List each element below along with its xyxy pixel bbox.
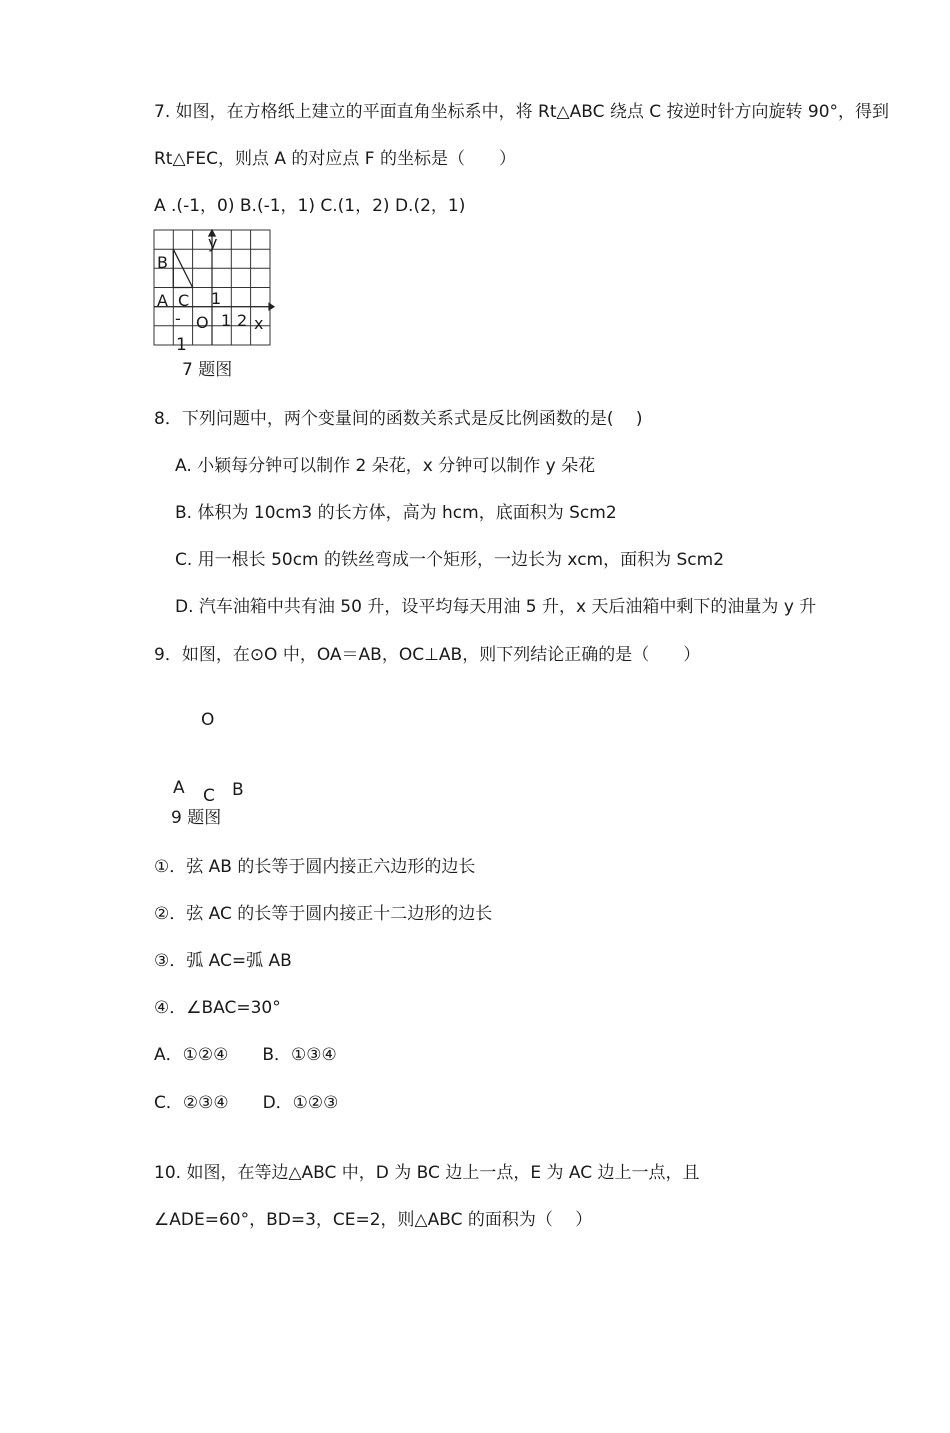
q9-label-B: B: [232, 780, 244, 800]
q8-option-c: C. 用一根长 50cm 的铁丝弯成一个矩形，一边长为 xcm，面积为 Scm2: [175, 550, 725, 570]
label-minus: -: [175, 309, 181, 328]
q9-options-row2: C．②③④ D．①②③: [154, 1093, 339, 1113]
q8-stem: 8．下列问题中，两个变量间的函数关系式是反比例函数的是( ): [154, 409, 643, 429]
q10-stem-line2: ∠ADE=60°，BD=3，CE=2，则△ABC 的面积为（ ）: [154, 1210, 593, 1230]
label-1: 1: [221, 311, 232, 330]
label-minus-1: 1: [176, 335, 187, 355]
q9-statement-3: ③．弧 AC=弧 AB: [154, 951, 292, 971]
q9-stem: 9．如图，在⊙O 中，OA＝AB，OC⊥AB，则下列结论正确的是（ ）: [154, 645, 701, 665]
q8-option-b: B. 体积为 10cm3 的长方体，高为 hcm，底面积为 Scm2: [175, 503, 617, 523]
q9-label-O: O: [201, 710, 215, 730]
q10-stem-line1: 10. 如图，在等边△ABC 中，D 为 BC 边上一点，E 为 AC 边上一点，且: [154, 1163, 700, 1183]
q7-stem-line2: Rt△FEC，则点 A 的对应点 F 的坐标是（ ）: [154, 149, 516, 169]
q9-caption: 9 题图: [171, 808, 222, 828]
q7-coordinate-grid-figure: [150, 226, 275, 351]
label-x: x: [254, 314, 264, 333]
label-C: C: [178, 291, 190, 310]
label-A: A: [157, 291, 168, 310]
x-axis-arrowhead: [269, 304, 274, 310]
q7-caption: 7 题图: [182, 360, 233, 380]
q9-label-C: C: [203, 786, 215, 806]
q9-statement-1: ①．弦 AB 的长等于圆内接正六边形的边长: [154, 857, 476, 877]
q9-label-A: A: [173, 778, 185, 798]
q8-option-d: D. 汽车油箱中共有油 50 升，设平均每天用油 5 升，x 天后油箱中剩下的油量为 y 升: [175, 597, 817, 617]
q7-options: A .(-1，0) B.(-1，1) C.(1，2) D.(2，1): [154, 196, 466, 216]
q9-options-row1: A．①②④ B．①③④: [154, 1045, 337, 1065]
label-O: O: [196, 313, 209, 332]
label-B: B: [157, 253, 168, 272]
label-y: y: [208, 233, 218, 252]
q7-grid-svg: [150, 226, 275, 351]
q8-option-a: A. 小颖每分钟可以制作 2 朵花，x 分钟可以制作 y 朵花: [175, 456, 596, 476]
label-2: 2: [237, 311, 248, 330]
q7-stem-line1: 7. 如图，在方格纸上建立的平面直角坐标系中，将 Rt△ABC 绕点 C 按逆时针方向旋转 90°，得到: [154, 102, 890, 122]
q9-statement-4: ④．∠BAC=30°: [154, 998, 281, 1018]
q9-statement-2: ②．弦 AC 的长等于圆内接正十二边形的边长: [154, 904, 493, 924]
label-1-top: 1: [211, 289, 222, 308]
